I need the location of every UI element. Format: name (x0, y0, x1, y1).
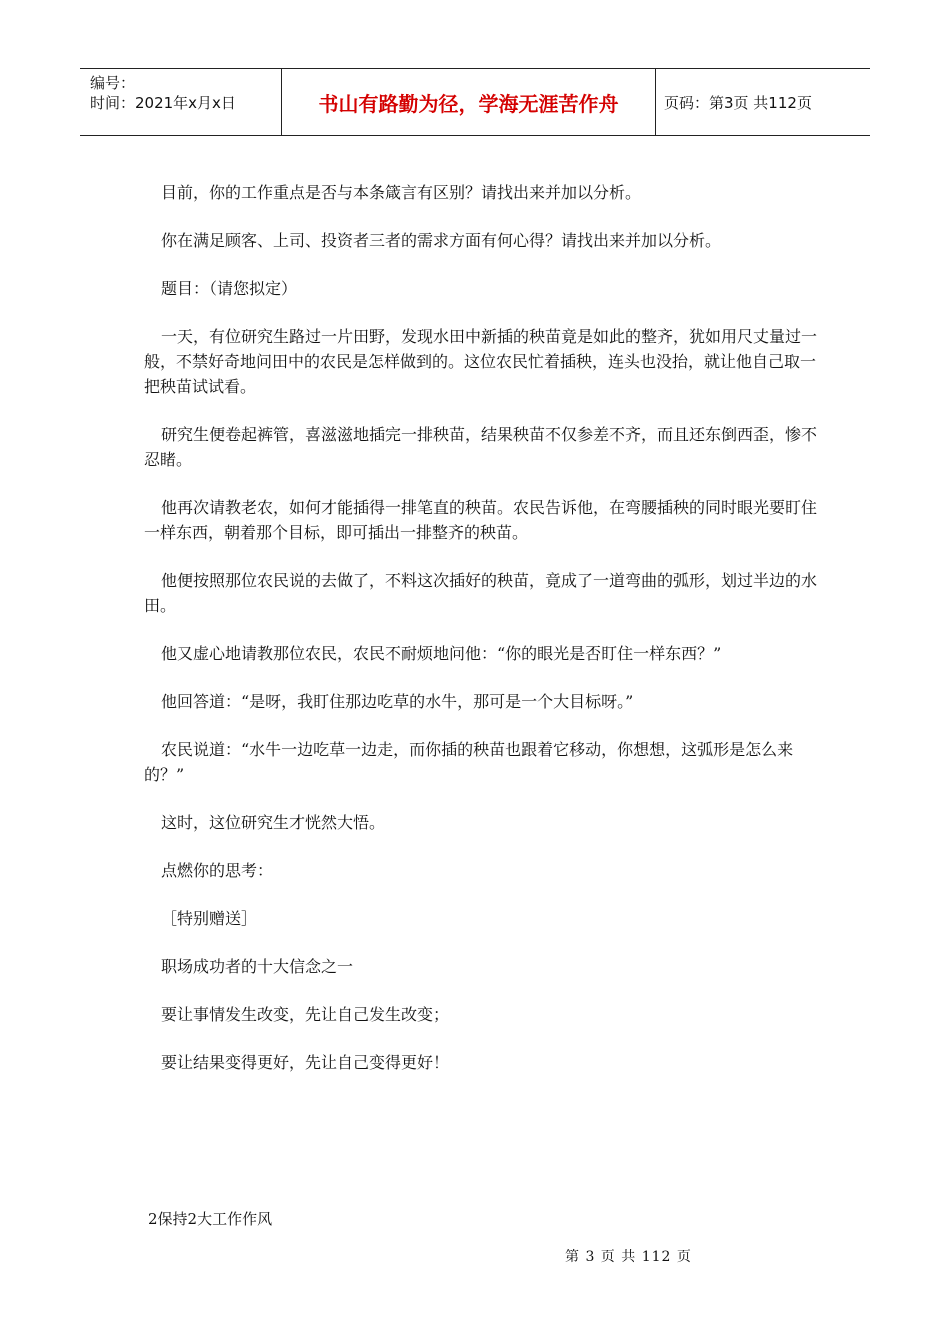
paragraph: 要让结果变得更好，先让自己变得更好！ (161, 1053, 450, 1072)
paragraph: 他又虚心地请教那位农民，农民不耐烦地问他：“你的眼光是否盯住一样东西？” (161, 644, 722, 663)
page-number: 第 3 页 共 112 页 (565, 1249, 692, 1265)
paragraph: 你在满足顾客、上司、投资者三者的需求方面有何心得？请找出来并加以分析。 (161, 231, 722, 250)
paragraph: 要让事情发生改变，先让自己发生改变； (161, 1005, 450, 1024)
paragraph: 他回答道：“是呀，我盯住那边吃草的水牛，那可是一个大目标呀。” (161, 692, 634, 711)
time-label: 时间：2021年x月x日 (90, 94, 236, 112)
paragraph: 研究生便卷起裤管，喜滋滋地插完一排秧苗，结果秧苗不仅参差不齐，而且还东倒西歪，惨不忍睹。 (144, 425, 818, 469)
header-motto: 书山有路勤为径，学海无涯苦作舟 (282, 69, 656, 135)
paragraph: 题目：（请您拟定） (161, 279, 298, 298)
paragraph: 一天，有位研究生路过一片田野，发现水田中新插的秧苗竟是如此的整齐，犹如用尺丈量过一般，不禁好奇地问田中的农民是怎样做到的。这位农民忙着插秧，连头也没抬，就让他自己取一把秧苗试试看。 (144, 327, 818, 396)
paragraph: 农民说道：“水牛一边吃草一边走，而你插的秧苗也跟着它移动，你想想，这弧形是怎么来的？” (144, 740, 794, 784)
paragraph: 他再次请教老农，如何才能插得一排笔直的秧苗。农民告诉他，在弯腰插秧的同时眼光要盯住一样东西，朝着那个目标，即可插出一排整齐的秧苗。 (144, 498, 818, 542)
section-heading: 2保持2大工作作风 (148, 1210, 273, 1228)
header-meta (80, 69, 282, 135)
paragraph: 这时，这位研究生才恍然大悟。 (161, 813, 386, 832)
document-header (80, 68, 870, 136)
paragraph: 目前，你的工作重点是否与本条箴言有区别？请找出来并加以分析。 (161, 183, 642, 202)
document-body (144, 180, 824, 1098)
paragraph: 点燃你的思考： (161, 861, 274, 880)
paragraph: ［特别赠送］ (161, 909, 258, 928)
paragraph: 他便按照那位农民说的去做了，不料这次插好的秧苗，竟成了一道弯曲的弧形，划过半边的水田。 (144, 571, 818, 615)
number-label: 编号： (90, 74, 136, 92)
header-page-info: 页码：第3页 共112页 (664, 93, 812, 112)
paragraph: 职场成功者的十大信念之一 (161, 957, 354, 976)
